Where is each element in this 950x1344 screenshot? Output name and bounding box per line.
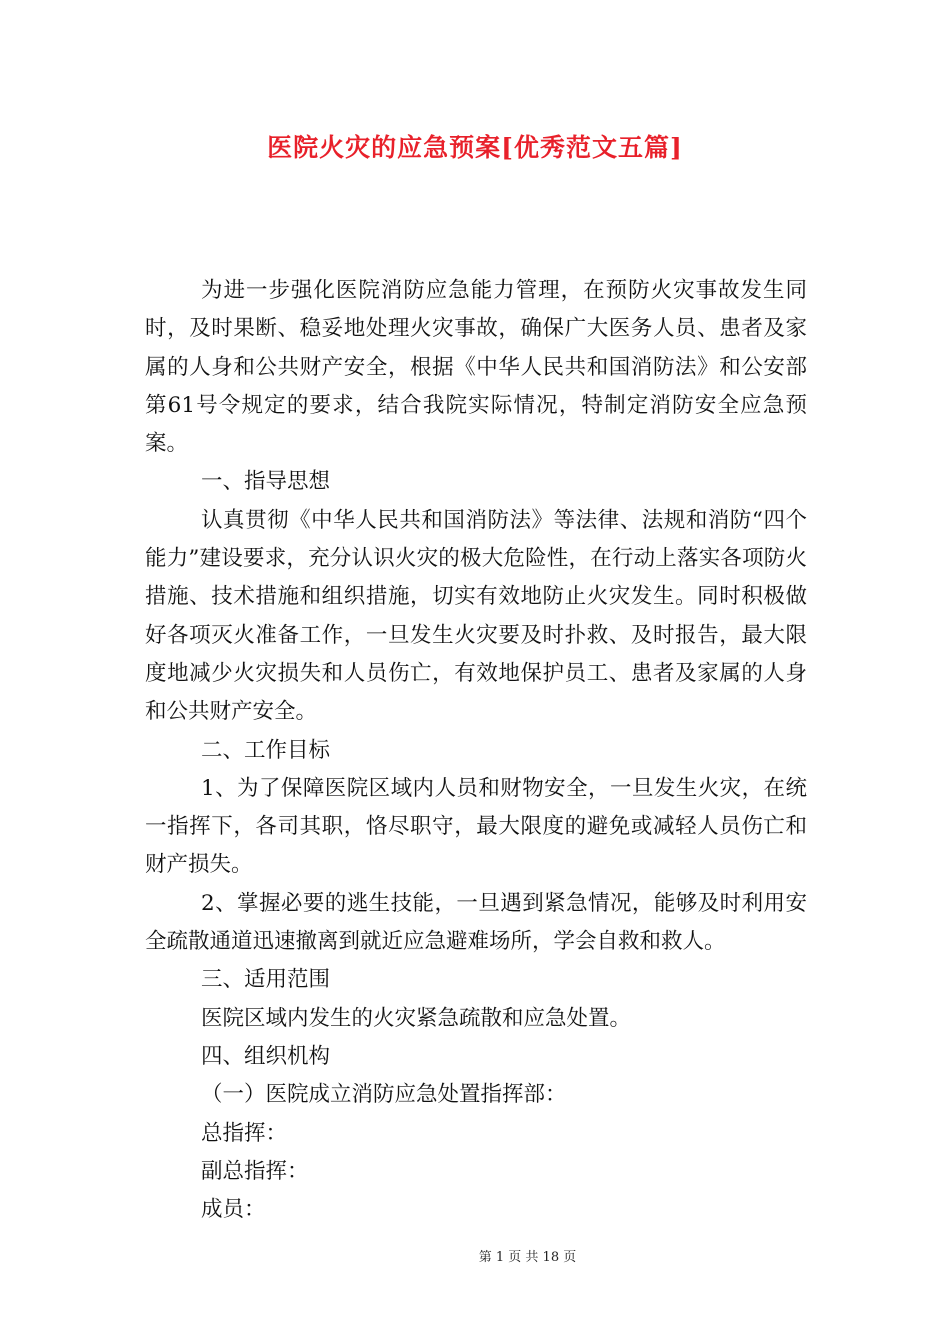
- members-line: 成员：: [201, 1197, 266, 1223]
- work-goal-item-2: 2、掌握必要的逃生技能，一旦遇到紧急情况，能够及时利用安全疏散通道迅速撤离到就近应急避难场所，学会自救和救人。: [145, 890, 807, 955]
- guiding-thought-paragraph: 认真贯彻《中华人民共和国消防法》等法律、法规和消防“四个能力”建设要求，充分认识火灾的极大危险性，在行动上落实各项防火措施、技术措施和组织措施，切实有效地防止火灾发生。同时积极做好各项灭火准备工作，一旦发生火灾要及时扑救、及时报告，最大限度地减少火灾损失和人员伤亡，有效地保护员工、患者及家属的人身和公共财产安全。: [145, 507, 807, 725]
- deputy-commander-line: 副总指挥：: [201, 1158, 309, 1184]
- document-title: 医院火灾的应急预案[优秀范文五篇]: [267, 133, 683, 162]
- section-heading-guiding-thought: 一、指导思想: [201, 469, 331, 495]
- scope-paragraph: 医院区域内发生的火灾紧急疏散和应急处置。: [201, 1005, 632, 1031]
- commander-line: 总指挥：: [201, 1120, 288, 1146]
- section-heading-work-goals: 二、工作目标: [201, 737, 331, 763]
- intro-paragraph: 为进一步强化医院消防应急能力管理，在预防火灾事故发生同时，及时果断、稳妥地处理火灾事故，确保广大医务人员、患者及家属的人身和公共财产安全，根据《中华人民共和国消防法》和公安部第61号令规定的要求，结合我院实际情况，特制定消防安全应急预案。: [145, 278, 807, 457]
- section-heading-organization: 四、组织机构: [201, 1043, 331, 1069]
- organization-subheading: （一）医院成立消防应急处置指挥部：: [201, 1082, 567, 1108]
- section-heading-scope: 三、适用范围: [201, 967, 331, 993]
- page-number: 第 1 页 共 18 页: [478, 1250, 577, 1265]
- document-body: [145, 272, 807, 1229]
- work-goal-item-1: 1、为了保障医院区域内人员和财物安全，一旦发生火灾，在统一指挥下，各司其职，恪尽职守，最大限度的避免或减轻人员伤亡和财产损失。: [145, 775, 807, 878]
